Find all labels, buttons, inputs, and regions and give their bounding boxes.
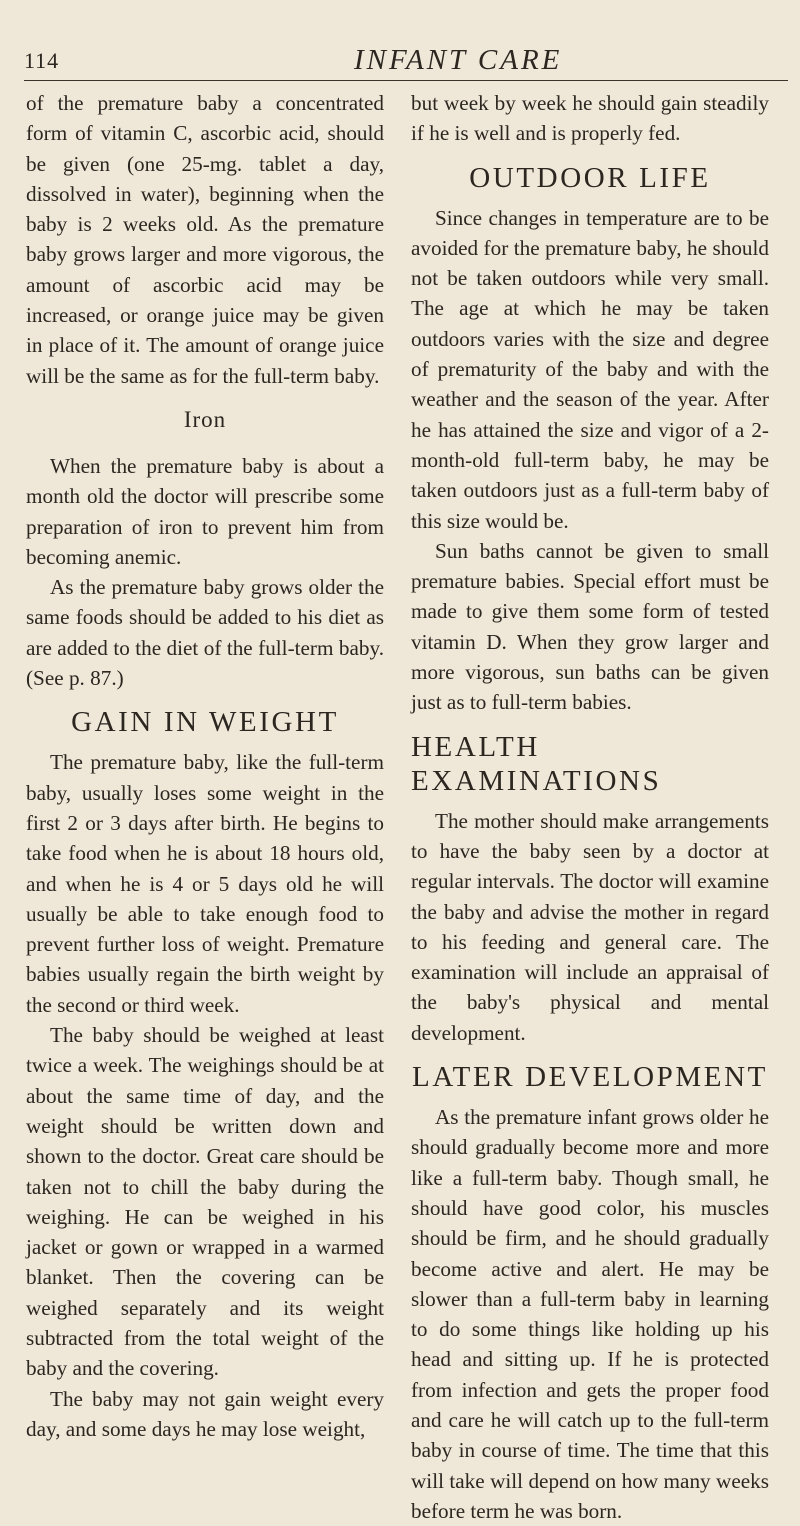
running-head: INFANT CARE bbox=[354, 44, 563, 76]
page-number: 114 bbox=[24, 48, 60, 73]
section-heading-outdoor-life: OUTDOOR LIFE bbox=[469, 161, 711, 194]
paragraph: The mother should make arrangements to have the baby seen by a doctor at regular intervals. The doctor will examine the baby and advise the mother in regard to his feeding and general care. The examination will include an appraisal of the baby's physical and mental development. bbox=[411, 808, 769, 1045]
section-heading-gain-in-weight: GAIN IN WEIGHT bbox=[71, 706, 339, 739]
right-column bbox=[411, 88, 769, 1526]
paragraph: of the premature baby a concentrated form of vitamin C, ascorbic acid, should be given (one 25-mg. tablet a day, dissolved in water), beginning when the baby is 2 weeks old. As the premature baby grows larger and more vigorous, the amount of ascorbic acid may be increased, or orange juice may be given in place of it. The amount of orange juice will be the same as for the full-term baby. bbox=[26, 91, 384, 388]
page-header bbox=[24, 40, 788, 81]
paragraph: As the premature infant grows older he should gradually become more and more like a full-term baby. Though small, he should have good color, his muscles should be firm, and he should gradually become active and alert. He may be slower than a full-term baby in learning to do some things like holding up his head and sitting up. If he is protected from infection and gets the proper food and care he will catch up to the full-term baby in course of time. The time that this will take will depend on how many weeks before term he was born. bbox=[411, 1105, 769, 1523]
paragraph: The baby may not gain weight every day, and some days he may lose weight, bbox=[26, 1386, 384, 1441]
paragraph: The baby should be weighed at least twice a week. The weighings should be at about the same time of day, and the weight should be written down and shown to the doctor. Great care should be taken not to chill the baby during the weighing. He can be weighed in his jacket or gown or wrapped in a warmed blanket. Then the covering can be weighed separately and its weight subtracted from the total weight of the baby and the covering. bbox=[26, 1023, 384, 1381]
section-heading-health-examinations: HEALTH EXAMINATIONS bbox=[411, 730, 662, 797]
section-heading-iron: Iron bbox=[183, 406, 227, 432]
paragraph: The premature baby, like the full-term baby, usually loses some weight in the first 2 or 3 days after birth. He begins to take food when he is about 18 hours old, and when he is 4 or 5 days old he will usually be able to take enough food to prevent further loss of weight. Premature babies usually regain the birth weight by the second or third week. bbox=[26, 750, 384, 1017]
section-heading-later-development: LATER DEVELOPMENT bbox=[412, 1061, 768, 1094]
paragraph: but week by week he should gain steadily if he is well and is properly fed. bbox=[411, 91, 769, 146]
paragraph: As the premature baby grows older the same foods should be added to his diet as are added to the diet of the full-term baby. (See p. 87.) bbox=[26, 575, 384, 691]
left-column bbox=[26, 88, 384, 1444]
paragraph: Sun baths cannot be given to small premature babies. Special effort must be made to give them some form of tested vitamin D. When they grow larger and more vigorous, sun baths can be given just as to full-term babies. bbox=[411, 538, 769, 715]
paragraph: When the premature baby is about a month old the doctor will prescribe some preparation of iron to prevent him from becoming anemic. bbox=[26, 453, 384, 569]
paragraph: Since changes in temperature are to be avoided for the premature baby, he should not be taken outdoors while very small. The age at which he may be taken outdoors varies with the size and degree of prematurity of the baby and with the weather and the season of the year. After he has attained the size and vigor of a 2-month-old full-term baby, he may be taken outdoors just as a full-term baby of this size would be. bbox=[411, 205, 769, 533]
